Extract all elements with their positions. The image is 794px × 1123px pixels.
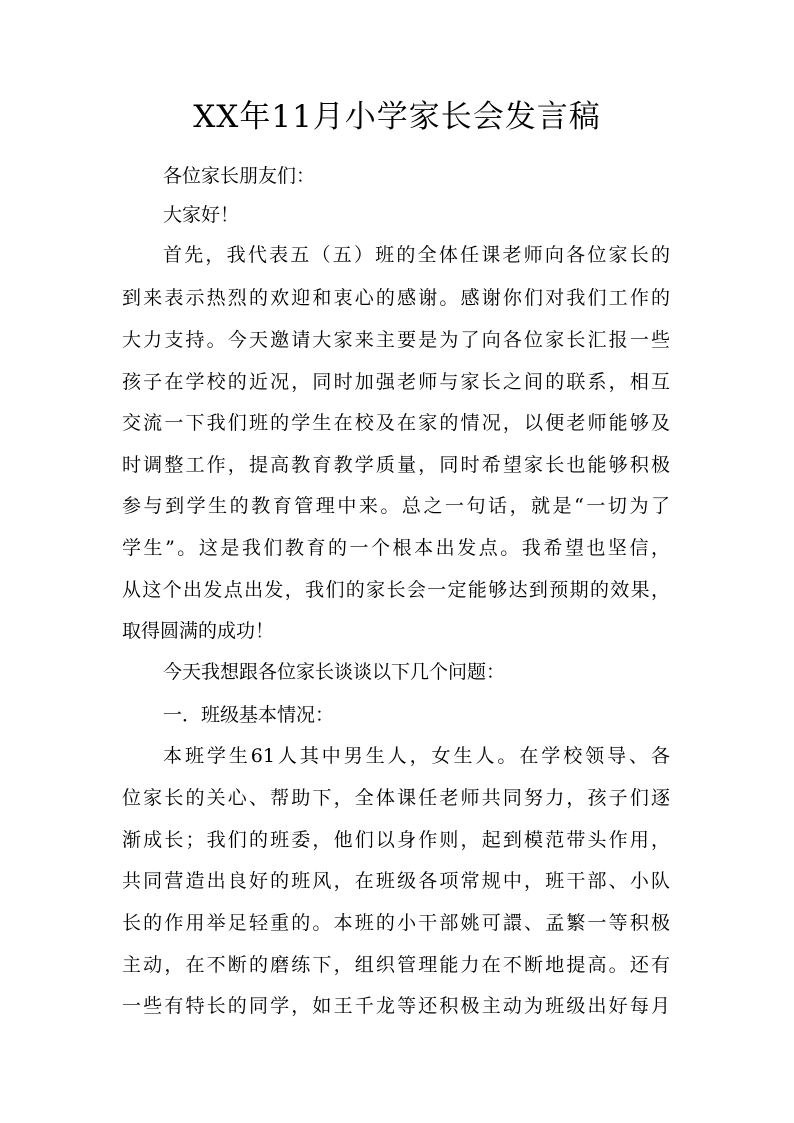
section-heading: 一．班级基本情况： xyxy=(163,704,335,726)
paragraph-line: 交流一下我们班的学生在校及在家的情况，以便老师能够及 xyxy=(122,412,670,434)
paragraph-line: 一些有特长的同学，如王千龙等还积极主动为班级出好每月 xyxy=(122,995,670,1017)
paragraph-line: 长的作用举足轻重的。本班的小干部姚可譞、孟繁一等积极 xyxy=(122,912,670,934)
paragraph-line: 渐成长；我们的班委，他们以身作则，起到模范带头作用， xyxy=(122,829,670,851)
paragraph-line: 本班学生61人其中男生人，女生人。在学校领导、各 xyxy=(163,745,670,767)
document-title: XX年11月小学家长会发言稿 xyxy=(193,99,601,135)
paragraph-line: 从这个出发点出发，我们的家长会一定能够达到预期的效果， xyxy=(122,579,670,601)
paragraph-line: 位家长的关心、帮助下，全体课任老师共同努力，孩子们逐 xyxy=(122,787,670,809)
salutation: 各位家长朋友们： xyxy=(163,165,316,187)
paragraph-line: 取得圆满的成功！ xyxy=(122,620,275,642)
paragraph-line: 大力支持。今天邀请大家来主要是为了向各位家长汇报一些 xyxy=(122,329,670,351)
paragraph-line: 主动，在不断的磨练下，组织管理能力在不断地提高。还有 xyxy=(122,954,670,976)
paragraph-line: 学生”。这是我们教育的一个根本出发点。我希望也坚信， xyxy=(122,537,670,559)
paragraph-line: 参与到学生的教育管理中来。总之一句话，就是“一切为了 xyxy=(122,495,670,517)
paragraph-line: 到来表示热烈的欢迎和衷心的感谢。感谢你们对我们工作的 xyxy=(122,287,670,309)
topic-intro: 今天我想跟各位家长谈谈以下几个问题： xyxy=(163,661,506,683)
greeting: 大家好！ xyxy=(163,204,240,226)
paragraph-line: 孩子在学校的近况，同时加强老师与家长之间的联系，相互 xyxy=(122,371,670,393)
paragraph-line: 首先，我代表五（五）班的全体任课老师向各位家长的 xyxy=(163,244,670,266)
paragraph-line: 共同营造出良好的班风，在班级各项常规中，班干部、小队 xyxy=(122,870,670,892)
paragraph-line: 时调整工作，提高教育教学质量，同时希望家长也能够积极 xyxy=(122,454,670,476)
